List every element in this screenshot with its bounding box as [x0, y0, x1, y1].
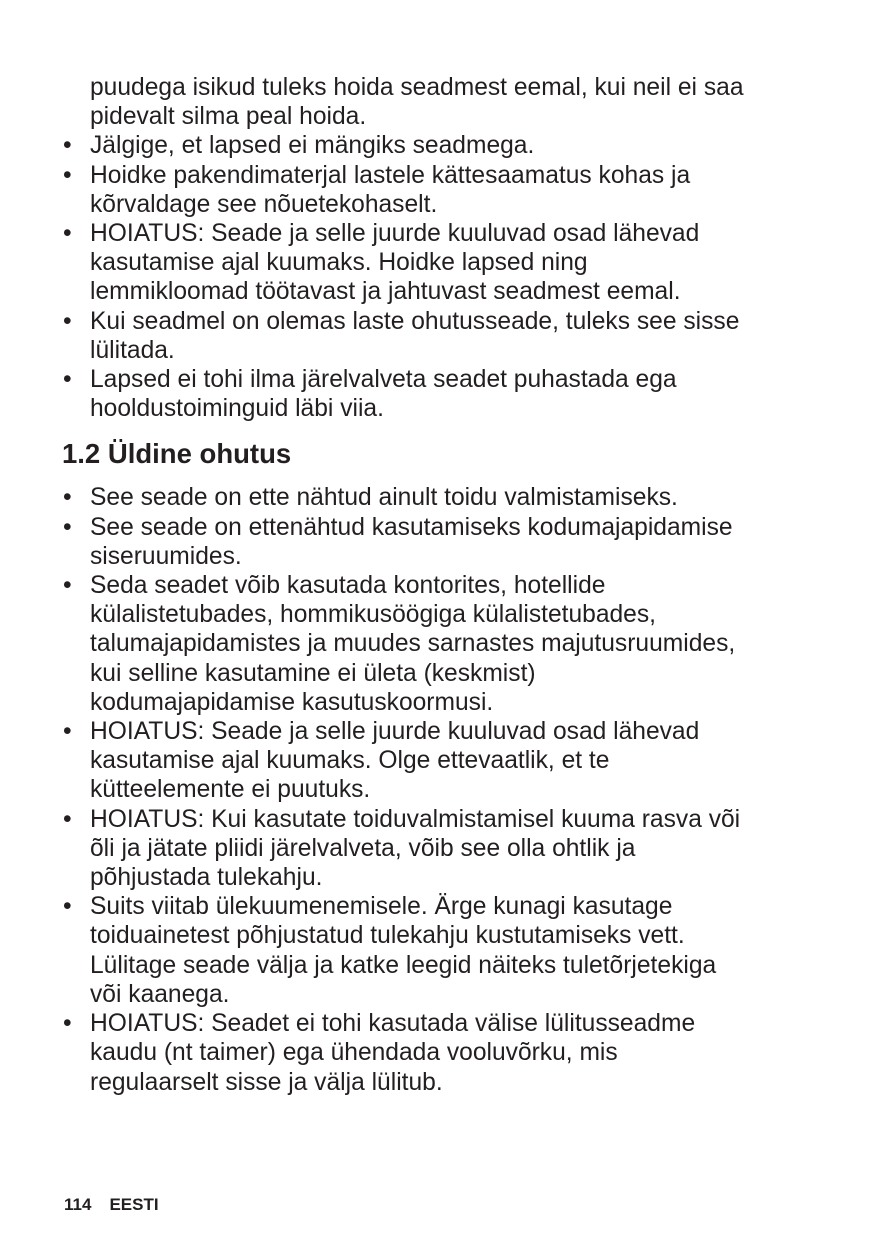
list-item-text: Hoidke pakendimaterjal lastele kättesaamatus kohas ja kõrvaldage see nõuetekohaselt. [90, 161, 691, 218]
bullet-icon: • [63, 132, 72, 160]
list-item [62, 513, 822, 571]
bullet-icon: • [63, 572, 72, 600]
list-item-text: Jälgige, et lapsed ei mängiks seadmega. [90, 132, 535, 160]
list-item [62, 161, 822, 219]
list-item [62, 365, 822, 423]
list-item [62, 571, 822, 717]
bullet-icon: • [63, 366, 72, 394]
bullet-icon: • [63, 1010, 72, 1038]
bullet-icon: • [63, 805, 72, 833]
list-item-text: HOIATUS: Seade ja selle juurde kuuluvad osad lähevad kasutamise ajal kuumaks. Hoidke lapsed ning lemmikloomad töötavast ja jahtuvast seadmest eemal. [90, 220, 700, 306]
section-heading: 1.2 Üldine ohutus [62, 438, 292, 470]
bullet-icon: • [63, 484, 72, 512]
list-item [62, 717, 822, 805]
bullet-icon: • [63, 161, 72, 189]
list-item-text: HOIATUS: Seadet ei tohi kasutada välise lülitusseadme kaudu (nt taimer) ega ühendada vooluvõrku, mis regulaarselt sisse ja välja lülitub. [90, 1010, 696, 1096]
list-item-text: See seade on ettenähtud kasutamiseks kodumajapidamise siseruumides. [90, 513, 733, 570]
page-number: 114 [64, 1195, 92, 1214]
list-item [62, 219, 822, 307]
page-footer [64, 1195, 159, 1215]
bullet-icon: • [63, 513, 72, 541]
bullet-icon: • [63, 718, 72, 746]
list-item [62, 892, 822, 1009]
list-item [62, 1009, 822, 1097]
list-item-text: Suits viitab ülekuumenemisele. Ärge kunagi kasutage toiduainetest põhjustatud tulekahju kustutamiseks vett. Lülitage seade välja ja katke leegid näiteks tuletõrjetekiga või kaanega. [90, 893, 717, 1008]
general-safety-list [62, 483, 822, 1096]
list-item-text: See seade on ette nähtud ainult toidu valmistamiseks. [90, 484, 678, 512]
bullet-icon: • [63, 307, 72, 335]
footer-language: EESTI [109, 1195, 159, 1214]
continuation-text: puudega isikud tuleks hoida seadmest eemal, kui neil ei saa pidevalt silma peal hoida. [90, 74, 744, 131]
page-content [62, 73, 822, 1097]
list-item [62, 805, 822, 893]
list-item-text: Kui seadmel on olemas laste ohutusseade, tuleks see sisse lülitada. [90, 307, 740, 364]
list-item-text: HOIATUS: Seade ja selle juurde kuuluvad osad lähevad kasutamise ajal kuumaks. Olge ettevaatlik, et te kütteelemente ei puutuks. [90, 718, 700, 804]
child-safety-list [62, 131, 822, 423]
list-item [62, 307, 822, 365]
list-item [62, 483, 822, 512]
list-item-text: HOIATUS: Kui kasutate toiduvalmistamisel kuuma rasva või õli ja jätate pliidi järelvalveta, võib see olla ohtlik ja põhjustada tulekahju. [90, 805, 741, 892]
list-item [62, 131, 822, 160]
list-item-text: Seda seadet võib kasutada kontorites, hotellide külalistetubades, hommikusöögiga külalistetubades, talumajapidamistes ja muudes sarnastes majutusruumides, kui selline kasutamine ei ületa (keskmist) kodumajapidamise kasutuskoormusi. [90, 572, 736, 716]
bullet-icon: • [63, 893, 72, 921]
list-item-text: Lapsed ei tohi ilma järelvalveta seadet puhastada ega hooldustoiminguid läbi viia. [90, 366, 677, 423]
bullet-icon: • [63, 220, 72, 248]
